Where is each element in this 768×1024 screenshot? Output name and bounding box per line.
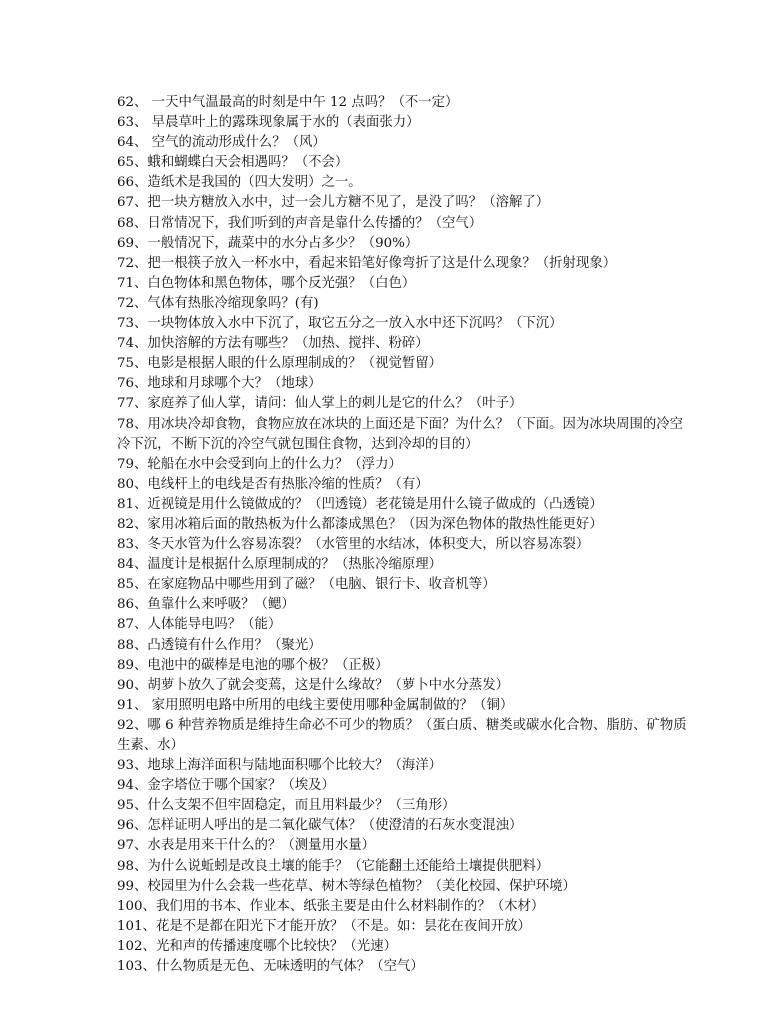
qa-item: 79、轮船在水中会受到向上的什么力？（浮力）	[117, 456, 402, 472]
qa-item: 65、蛾和蝴蝶白天会相遇吗？（不会）	[117, 155, 349, 171]
qa-item: 80、电线杆上的电线是否有热胀冷缩的性质？（有）	[117, 476, 429, 492]
qa-item: 78、用冰块冷却食物，食物应放在冰块的上面还是下面？为什么？（下面。因为冰块周围的冷空	[117, 416, 684, 432]
qa-item: 88、凸透镜有什么作用？（聚光）	[117, 637, 322, 653]
qa-item: 90、胡萝卜放久了就会变蔫，这是什么缘故？（萝卜中水分蒸发）	[117, 677, 509, 693]
qa-item: 72、把一根筷子放入一杯水中，看起来铅笔好像弯折了这是什么现象？（折射现象）	[117, 255, 617, 271]
qa-item: 73、一块物体放入水中下沉了，取它五分之一放入水中还下沉吗？（下沉）	[117, 316, 563, 332]
qa-item: 66、造纸术是我国的（四大发明）之一。	[117, 175, 362, 191]
qa-item: 102、光和声的传播速度哪个比较快？（光速）	[117, 938, 397, 954]
qa-item: 99、校园里为什么会栽一些花草、树木等绿色植物？（美化校园、保护环境）	[117, 878, 576, 894]
qa-item: 81、近视镜是用什么镜做成的？（凹透镜）老花镜是用什么镜子做成的（凸透镜）	[117, 496, 603, 512]
qa-item: 74、加快溶解的方法有哪些？（加热、搅拌、粉碎）	[117, 336, 429, 352]
document-page	[0, 93, 768, 993]
qa-item: 89、电池中的碳棒是电池的哪个极？（正极）	[117, 657, 389, 673]
qa-item: 68、日常情况下，我们听到的声音是靠什么传播的？（空气）	[117, 215, 483, 231]
qa-item: 86、鱼靠什么来呼吸？（鳃）	[117, 597, 295, 613]
qa-item: 72、气体有热胀冷缩现象吗？(有)	[117, 295, 319, 311]
qa-item: 93、地球上海洋面积与陆地面积哪个比较大？（海洋）	[117, 758, 443, 774]
qa-item: 100、我们用的书本、作业本、纸张主要是由什么材料制作的？（木材）	[117, 898, 545, 914]
qa-item: 71、白色物体和黑色物体，哪个反光强？（白色）	[117, 275, 416, 291]
qa-item: 84、温度计是根据什么原理制成的？（热胀冷缩原理）	[117, 557, 443, 573]
qa-item: 82、家用冰箱后面的散热板为什么都漆成黑色？（因为深色物体的散热性能更好）	[117, 516, 603, 532]
qa-item: 94、金字塔位于哪个国家？（埃及）	[117, 778, 335, 794]
qa-item: 91、 家用照明电路中所用的电线主要使用哪种金属制做的？（铜）	[117, 697, 514, 713]
qa-item: 75、电影是根据人眼的什么原理制成的？（视觉暂留）	[117, 356, 443, 372]
qa-item: 95、什么支架不但牢固稳定，而且用料最少？（三角形）	[117, 798, 456, 814]
qa-item: 87、人体能导电吗？（能）	[117, 617, 282, 633]
qa-item: 83、冬天水管为什么容易冻裂？（水管里的水结冰，体积变大，所以容易冻裂）	[117, 537, 590, 553]
qa-item: 77、家庭养了仙人掌，请问：仙人掌上的刺儿是它的什么？（叶子）	[117, 396, 523, 412]
qa-item-continuation: 冷下沉，不断下沉的冷空气就包围住食物，达到冷却的目的）	[117, 436, 479, 452]
qa-item: 63、 早晨草叶上的露珠现象属于水的（表面张力）	[117, 115, 420, 131]
qa-item: 64、 空气的流动形成什么？（风）	[117, 135, 326, 151]
qa-item-continuation: 生素、水）	[117, 738, 184, 753]
qa-item: 69、一般情况下，蔬菜中的水分占多少？（90%）	[117, 235, 419, 251]
qa-item: 101、花是不是都在阳光下才能开放？（不是。如：昙花在夜间开放）	[117, 918, 531, 934]
qa-item: 96、怎样证明人呼出的是二氧化碳气体？（使澄清的石灰水变混浊）	[117, 818, 523, 834]
qa-item: 98、为什么说蚯蚓是改良土壤的能手？（它能翻土还能给土壤提供肥料）	[117, 858, 550, 874]
qa-item: 97、水表是用来干什么的？（测量用水量）	[117, 838, 376, 854]
qa-item: 62、 一天中气温最高的时刻是中午 12 点吗？（不一定）	[117, 95, 459, 110]
qa-item: 92、哪 6 种营养物质是维持生命必不可少的物质？（蛋白质、糖类或碳水化合物、脂肪、矿物质	[117, 717, 687, 733]
qa-item: 67、把一块方糖放入水中，过一会儿方糖不见了，是没了吗？（溶解了）	[117, 195, 550, 211]
qa-item: 85、在家庭物品中哪些用到了磁？（电脑、银行卡、收音机等）	[117, 577, 496, 593]
qa-item: 76、地球和月球哪个大？（地球）	[117, 376, 322, 392]
qa-item: 103、什么物质是无色、无味透明的气体？（空气）	[117, 959, 424, 975]
